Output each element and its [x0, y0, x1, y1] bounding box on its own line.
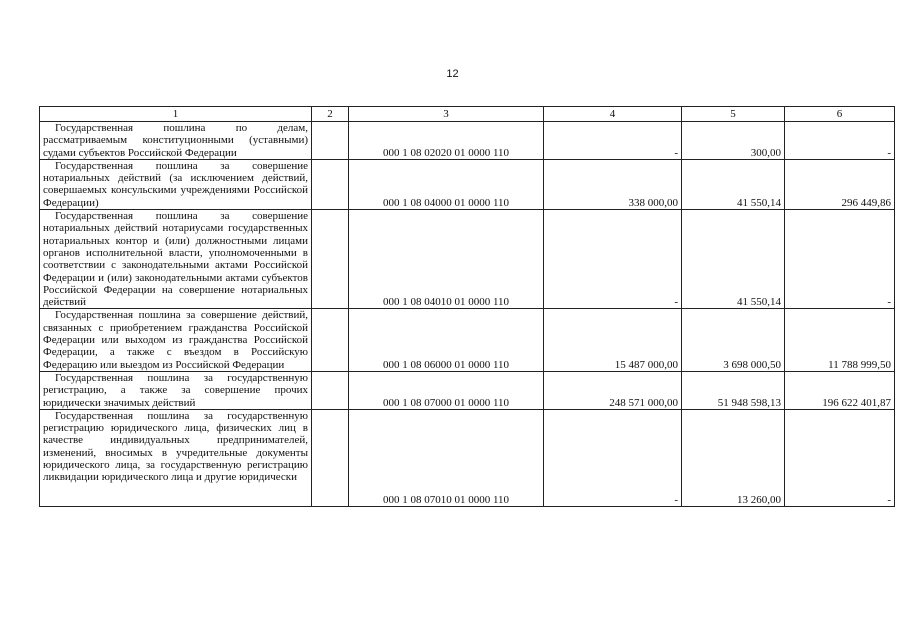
row-name-cell — [40, 409, 312, 506]
row-code-cell: 000 1 08 06000 01 0000 110 — [349, 309, 544, 371]
column-header: 2 — [312, 107, 349, 122]
row-col6-cell: 296 449,86 — [785, 159, 895, 209]
row-col5-cell: 3 698 000,50 — [682, 309, 785, 371]
row-col5-cell: 13 260,00 — [682, 409, 785, 506]
table-row — [40, 371, 895, 409]
row-col4-cell: 15 487 000,00 — [544, 309, 682, 371]
row-code-cell: 000 1 08 02020 01 0000 110 — [349, 122, 544, 160]
row-col5-cell: 41 550,14 — [682, 210, 785, 309]
row-col5-cell: 41 550,14 — [682, 159, 785, 209]
row-name-cell — [40, 371, 312, 409]
row-col2-cell — [312, 409, 349, 506]
row-name-cell — [40, 309, 312, 371]
row-col5-cell: 300,00 — [682, 122, 785, 160]
table-row — [40, 122, 895, 160]
row-code-cell: 000 1 08 07010 01 0000 110 — [349, 409, 544, 506]
row-name: Государственная пошлина по делам, рассматриваемым конституционными (уставными) судами субъектов Российской Федерации — [43, 122, 308, 159]
row-name-cell — [40, 122, 312, 160]
row-code-cell: 000 1 08 04010 01 0000 110 — [349, 210, 544, 309]
row-col2-cell — [312, 210, 349, 309]
row-name: Государственная пошлина за государственную регистрацию, а также за совершение прочих юридически значимых действий — [43, 371, 308, 409]
row-col4-cell: 248 571 000,00 — [544, 371, 682, 409]
row-col4-cell: 338 000,00 — [544, 159, 682, 209]
row-col5-cell: 51 948 598,13 — [682, 371, 785, 409]
budget-table — [39, 106, 895, 507]
row-col6-cell: - — [785, 122, 895, 160]
column-header: 3 — [349, 107, 544, 122]
row-name: Государственная пошлина за совершение нотариальных действий (за исключением действий, совершаемых консульскими учреждениями Российской Федерации) — [43, 159, 308, 209]
table-row — [40, 409, 895, 506]
row-name-cell — [40, 210, 312, 309]
table-row — [40, 309, 895, 371]
table-row — [40, 159, 895, 209]
row-col6-cell: - — [785, 210, 895, 309]
row-code-cell: 000 1 08 04000 01 0000 110 — [349, 159, 544, 209]
row-col2-cell — [312, 309, 349, 371]
row-name: Государственная пошлина за государственную регистрацию юридического лица, физических лиц в качестве индивидуальных предпринимателей, изменений, вносимых в учредительные документы юридического лица, за государственную регистрацию ликвидации юридического лица и другие юридически — [43, 409, 308, 484]
row-col4-cell: - — [544, 210, 682, 309]
page-number: 12 — [446, 68, 459, 80]
row-col4-cell: - — [544, 409, 682, 506]
row-name: Государственная пошлина за совершение нотариальных действий нотариусами государственных нотариальных контор и (или) должностными лицами органов исполнительной власти, уполномоченными в соответствии с законодательными актами Российской Федерации и (или) законодательными актами субъектов Российской Федерации на совершение нотариальных действий — [43, 210, 308, 309]
column-header: 5 — [682, 107, 785, 122]
row-col6-cell: 196 622 401,87 — [785, 371, 895, 409]
row-col4-cell: - — [544, 122, 682, 160]
table-row — [40, 210, 895, 309]
row-col6-cell: - — [785, 409, 895, 506]
row-col2-cell — [312, 371, 349, 409]
row-name: Государственная пошлина за совершение действий, связанных с приобретением гражданства Российской Федерации или выходом из гражданства Российской Федерации, а также с въездом в Российскую Федерацию или выездом из Российской Федерации — [43, 309, 308, 371]
column-header: 4 — [544, 107, 682, 122]
row-name-cell — [40, 159, 312, 209]
header-row — [40, 107, 895, 122]
row-col2-cell — [312, 159, 349, 209]
row-col6-cell: 11 788 999,50 — [785, 309, 895, 371]
row-col2-cell — [312, 122, 349, 160]
column-header: 6 — [785, 107, 895, 122]
row-code-cell: 000 1 08 07000 01 0000 110 — [349, 371, 544, 409]
column-header: 1 — [40, 107, 312, 122]
